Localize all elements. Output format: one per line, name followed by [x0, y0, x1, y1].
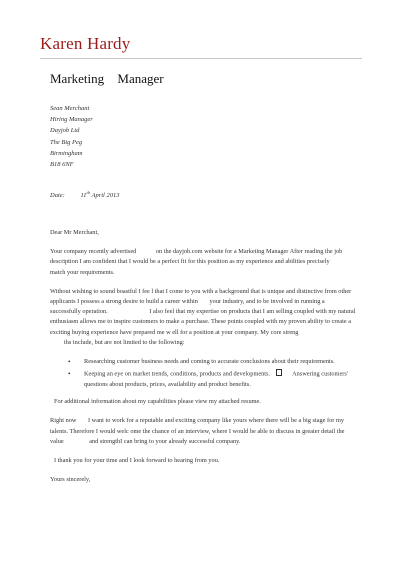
recipient-postcode: B18 6NF: [50, 161, 74, 169]
sign-off: Yours sincerely,: [50, 476, 91, 484]
strengths-list: [50, 357, 356, 390]
paragraph-intro-part-2: on the dayjob.com website for a Marketing Manager After reading the job description I am confident that I would be a perfect fit for this position as my experience and abilities precisely: [50, 248, 343, 266]
paragraph-intro-part-1: Your company recently advertised: [50, 248, 137, 256]
recipient-company: Dayjob Ltd: [50, 127, 80, 135]
date-label: Date:: [50, 192, 65, 200]
date-suffix: th: [86, 190, 90, 195]
paragraph-thanks: I thank you for your time and I look forward to hearing from you.: [54, 456, 220, 464]
job-title-word-2: Manager: [117, 71, 164, 86]
paragraph-background-part-1: Without wishing to sound boastful I fee l that I come to you with a background that is unique and distinctive from other applicants I possess a strong desire to build a career within: [50, 287, 352, 306]
placeholder-box-icon: [276, 369, 282, 376]
paragraph-interest: [50, 416, 356, 447]
paragraph-intro: [50, 247, 356, 278]
date-month-year: April 2013: [91, 192, 120, 200]
job-title-word-1: Marketing: [50, 71, 105, 86]
paragraph-resume: For additional information about my capabilities please view my attached resume.: [54, 398, 261, 406]
paragraph-interest-part-1: Right now: [50, 417, 77, 425]
applicant-name: Karen Hardy: [40, 34, 131, 53]
paragraph-background-part-3: I also feel that my expertise on products that I am selling coupled with my natural enthusiasm allows me to inspire customers to make a purchase. These points coupled with my proven ability to create a exciting buying experience have prepared me w ell for a position at your company. My core streng: [50, 308, 356, 336]
strength-1: Researching customer business needs and coming to accurate conclusions about their requirements.: [84, 358, 335, 366]
letter-body: [50, 228, 356, 494]
date-day: 11: [80, 192, 87, 200]
letter-date: [50, 190, 120, 199]
paragraph-intro-part-3: match your requirements.: [50, 268, 115, 276]
paragraph-interest-part-2: I want to work for a reputable and exciting company like yours where there will be a big stage for my talents. Therefore I would welc ome the chance of an interview, where I would be able to discuss in greater detail the value: [50, 417, 345, 445]
paragraph-background: [50, 287, 356, 348]
header-divider: [40, 58, 362, 59]
paragraph-interest-part-3: and strengthI can bring to your already successful company.: [89, 437, 241, 445]
strength-2-part-1: Keeping an eye on market trends, conditions, products and developments.: [84, 370, 271, 378]
recipient-address: [50, 103, 93, 170]
recipient-title: Hiring Manager: [50, 116, 93, 124]
strength-2-part-2: Answering customers' questions about products, prices, availability and product benefits.: [84, 370, 348, 388]
recipient-name: Sean Merchant: [50, 105, 90, 112]
recipient-street: The Big Peg: [50, 138, 83, 146]
salutation: Dear Mr Merchant,: [50, 229, 99, 236]
job-title: [50, 71, 164, 87]
paragraph-background-part-4: ths include, but are not limited to the following:: [64, 338, 185, 346]
paragraph-background-part-2: your industry, and to be involved in running a successfully operation.: [50, 298, 325, 316]
bullet-icon: •: [68, 358, 71, 367]
bullet-icon: •: [68, 370, 71, 379]
recipient-city: Birmingham: [50, 149, 83, 157]
list-item: [68, 369, 356, 390]
list-item: [68, 357, 356, 367]
